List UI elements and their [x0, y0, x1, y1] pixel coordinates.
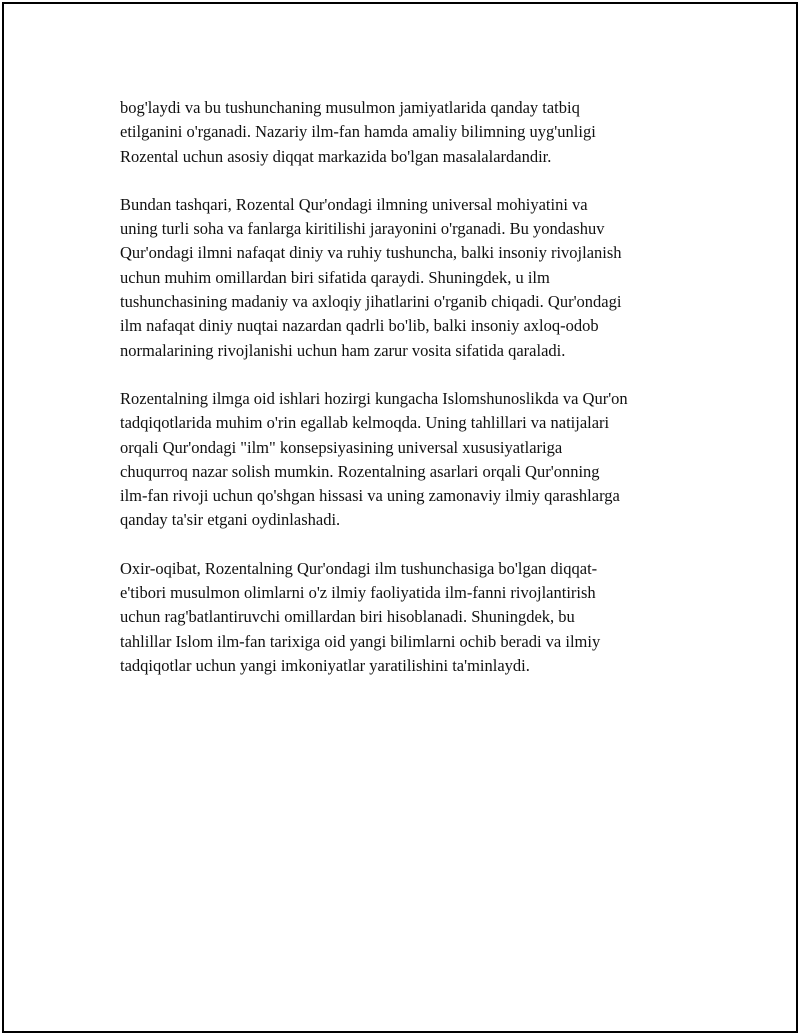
document-body — [120, 96, 700, 702]
paragraph-1 — [120, 96, 700, 169]
paragraph-4 — [120, 557, 700, 678]
text-line: orqali Qur'ondagi "ilm" konsepsiyasining universal xususiyatlariga — [120, 437, 563, 457]
text-line: Qur'ondagi ilmni nafaqat diniy va ruhiy tushuncha, balki insoniy rivojlanish — [120, 243, 622, 263]
text-line: tushunchasining madaniy va axloqiy jihatlarini o'rganib chiqadi. Qur'ondagi — [120, 292, 622, 312]
text-line: etilganini o'rganadi. Nazariy ilm-fan hamda amaliy bilimning uyg'unligi — [120, 122, 596, 142]
text-line: bog'laydi va bu tushunchaning musulmon jamiyatlarida qanday tatbiq — [120, 98, 580, 117]
text-line: e'tibori musulmon olimlarni o'z ilmiy faoliyatida ilm-fanni rivojlantirish — [120, 583, 596, 603]
text-line: uchun muhim omillardan biri sifatida qaraydi. Shuningdek, u ilm — [120, 267, 550, 287]
text-line: tahlillar Islom ilm-fan tarixiga oid yangi bilimlarni ochib beradi va ilmiy — [120, 631, 601, 651]
text-line: uchun rag'batlantiruvchi omillardan biri hisoblanadi. Shuningdek, bu — [120, 607, 575, 627]
paragraph-2 — [120, 193, 700, 363]
text-line: chuqurroq nazar solish mumkin. Rozentalning asarlari orqali Qur'onning — [120, 461, 600, 481]
text-line: ilm-fan rivoji uchun qo'shgan hissasi va uning zamonaviy ilmiy qarashlarga — [120, 486, 620, 506]
text-line: tadqiqotlar uchun yangi imkoniyatlar yaratilishini ta'minlaydi. — [120, 655, 530, 675]
text-line: normalarining rivojlanishi uchun ham zarur vosita sifatida qaraladi. — [120, 340, 566, 360]
text-line: Oxir-oqibat, Rozentalning Qur'ondagi ilm tushunchasiga bo'lgan diqqat- — [120, 558, 598, 578]
text-line: Bundan tashqari, Rozental Qur'ondagi ilmning universal mohiyatini va — [120, 194, 588, 214]
document-page — [2, 2, 798, 1033]
text-line: Rozental uchun asosiy diqqat markazida bo'lgan masalalardandir. — [120, 146, 552, 166]
text-line: qanday ta'sir etgani oydinlashadi. — [120, 510, 341, 530]
text-line: ilm nafaqat diniy nuqtai nazardan qadrli bo'lib, balki insoniy axloq-odob — [120, 316, 599, 336]
text-line: tadqiqotlarida muhim o'rin egallab kelmoqda. Uning tahlillari va natijalari — [120, 413, 610, 433]
text-line: uning turli soha va fanlarga kiritilishi jarayonini o'rganadi. Bu yondashuv — [120, 219, 605, 239]
paragraph-3 — [120, 387, 700, 533]
text-line: Rozentalning ilmga oid ishlari hozirgi kungacha Islomshunoslikda va Qur'on — [120, 388, 628, 408]
